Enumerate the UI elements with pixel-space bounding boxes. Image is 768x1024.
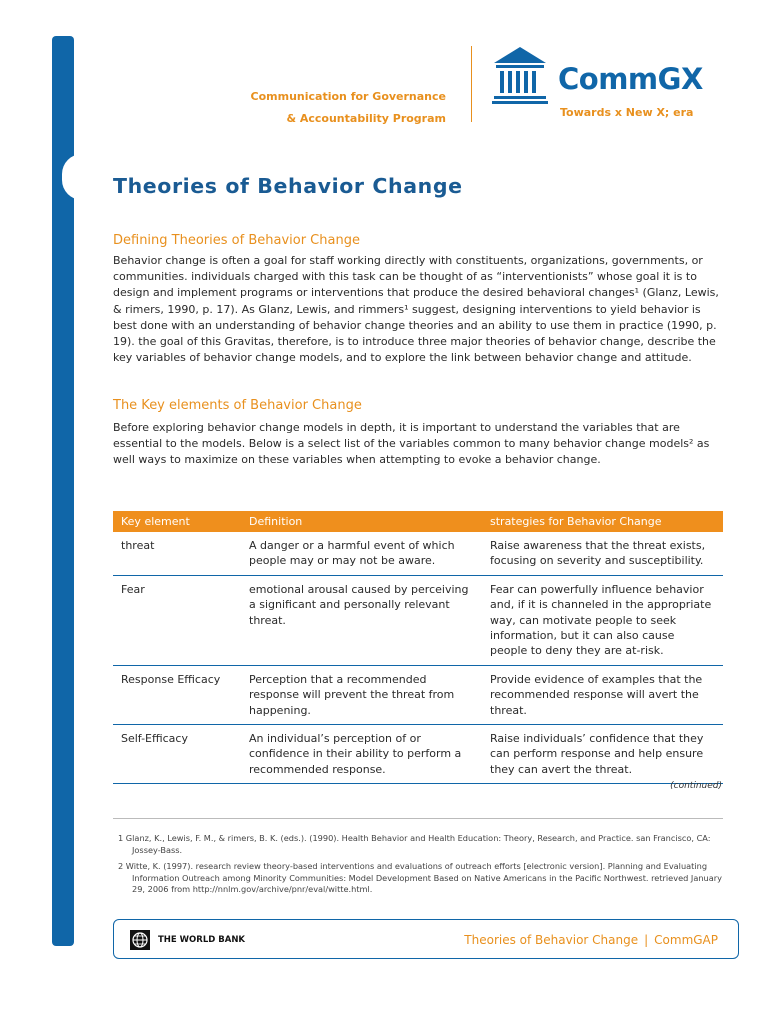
table-header-row: [113, 511, 723, 532]
cell-element: Self-Efficacy: [113, 725, 241, 784]
paragraph-defining: Behavior change is often a goal for staff working directly with constituents, organizations, governments, or communities. individuals charged with this task can be thought of as “interventionists” whose goal it is to design and implement programs or interventions that produce the desired behavioral changes¹ (Glanz, Lewis, & rimers, 1990, p. 17). As Glanz, Lewis, and rimmers¹ suggest, designing interventions to yield behavior is best done with an understanding of behavior change theories and an ability to use them in practice (1990, p. 19). the goal of this Gravitas, therefore, is to introduce three major theories of behavior change, describe the key variables of behavior change models, and to explore the link between behavior change and attitude.: [113, 254, 719, 365]
table-row: [113, 665, 723, 724]
cell-definition: A danger or a harmful event of which people may or may not be aware.: [241, 532, 482, 575]
section-heading-defining: Defining Theories of Behavior Change: [113, 233, 360, 248]
footer-separator: |: [644, 933, 649, 947]
cell-element: Response Efficacy: [113, 665, 241, 724]
cell-element: threat: [113, 532, 241, 575]
logo-tagline: Towards x New X; era: [560, 106, 694, 119]
footnote-1: 1 Glanz, K., Lewis, F. M., & rimers, B. K. (eds.). (1990). Health Behavior and Health Education: Theory, Research, and Practice. san Francisco, CA: Jossey-Bass.: [118, 833, 711, 855]
footnote-2: 2 Witte, K. (1997). research review theory-based interventions and evaluations of outreach efforts [electronic version]. Planning and Evaluating Information Outreach among Minority Communities: Model Development Based on Native Americans in the Pacific Northwest. retrieved January 29, 2006 from http://nnlm.gov/archive/pnr/eval/witte.html.: [118, 861, 722, 894]
building-logo-icon: [492, 45, 548, 105]
cell-strategy: Raise awareness that the threat exists, focusing on severity and susceptibility.: [482, 532, 723, 575]
program-line-2: & Accountability Program: [286, 112, 446, 125]
footer-brand: CommGAP: [654, 933, 718, 947]
page-title: Theories of Behavior Change: [113, 174, 463, 198]
footer-doc-title: Theories of Behavior Change: [464, 933, 639, 947]
world-bank-label: THE WORLD BANK: [158, 935, 246, 945]
section-heading-key-elements: The Key elements of Behavior Change: [113, 398, 362, 413]
cell-definition: An individual’s perception of or confidence in their ability to perform a recommended response.: [241, 725, 482, 784]
footer-title: [464, 933, 718, 947]
header-strategies: strategies for Behavior Change: [482, 511, 723, 532]
table-row: [113, 532, 723, 575]
program-name: [251, 86, 446, 130]
footnotes: [118, 833, 723, 901]
cell-strategy: Fear can powerfully influence behavior and, if it is channeled in the appropriate way, can motivate people to seek information, but it can also cause people to deny they are at-risk.: [482, 575, 723, 665]
cell-strategy: Raise individuals’ confidence that they can perform response and help ensure they can avert the threat.: [482, 725, 723, 784]
table-row: [113, 725, 723, 784]
header-definition: Definition: [241, 511, 482, 532]
header-key-element: Key element: [113, 511, 241, 532]
continued-note: (continued): [670, 781, 722, 791]
program-line-1: Communication for Governance: [250, 90, 446, 103]
paragraph-key-elements: Before exploring behavior change models in depth, it is important to understand the variables that are essential to the models. Below is a select list of the variables common to many behavior change models² as well ways to maximize on these variables when attempting to evoke a behavior change.: [113, 421, 710, 467]
footnote-divider: [113, 818, 723, 819]
cell-element: Fear: [113, 575, 241, 665]
cell-definition: Perception that a recommended response will prevent the threat from happening.: [241, 665, 482, 724]
world-bank-globe-icon: [130, 930, 150, 950]
spine-notch: [62, 154, 102, 200]
cell-definition: emotional arousal caused by perceiving a significant and personally relevant threat.: [241, 575, 482, 665]
footer-bar: [113, 919, 739, 959]
cell-strategy: Provide evidence of examples that the recommended response will avert the threat.: [482, 665, 723, 724]
table-row: [113, 575, 723, 665]
header-divider: [471, 46, 472, 122]
commgap-logo-text: CommGX: [558, 62, 703, 96]
key-elements-table: [113, 511, 723, 784]
